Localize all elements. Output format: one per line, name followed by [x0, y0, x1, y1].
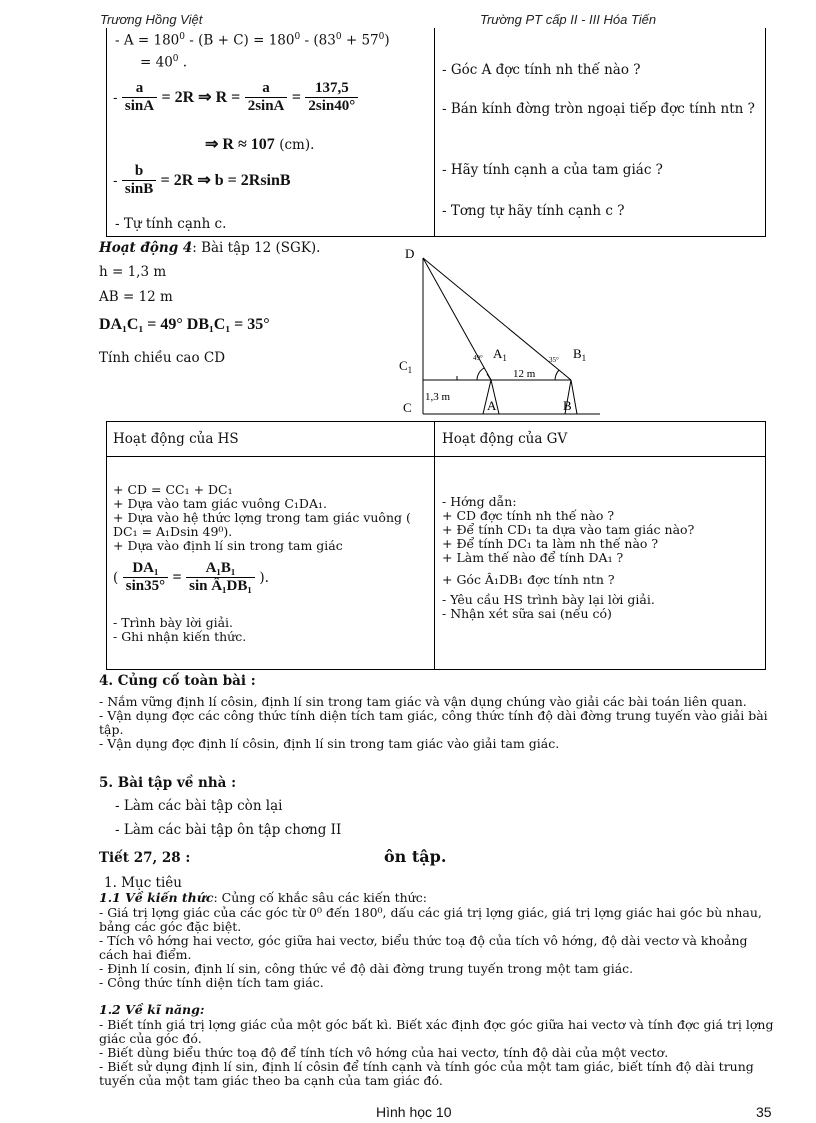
hs-step: + Dựa vào định lí sin trong tam giác	[113, 538, 343, 553]
knowledge-list	[99, 906, 775, 990]
hs-tail	[113, 616, 246, 644]
objectives-heading: 1. Mục tiêu	[104, 875, 182, 891]
label-angle-49: 49°	[473, 354, 483, 362]
homework-2: - Làm các bài tập ôn tập chơng II	[115, 822, 342, 838]
header-school: Trường PT cấp II - III Hóa Tiến	[480, 12, 657, 27]
page-number: 35	[756, 1104, 772, 1120]
knowledge-heading: 1.1 Về kiến thức: Củng cố khắc sâu các kiến thức:	[99, 890, 427, 905]
label-c1: $C_1$	[399, 358, 413, 375]
top-table-divider	[434, 28, 435, 237]
gv-step: - Yêu cầu HS trình bày lại lời giải.	[442, 592, 655, 607]
section-4-body	[99, 695, 775, 751]
hs-step: + Dựa vào hệ thức lợng trong tam giác vuông ( DC₁ = A₁Dsin 49⁰).	[113, 510, 411, 539]
gv-step: + Để tính DC₁ ta làm nh thế nào ?	[442, 536, 659, 551]
given-h: h = 1,3 m	[99, 264, 167, 280]
label-angle-35: 35°	[549, 356, 559, 364]
label-b: B	[563, 398, 572, 413]
height-figure	[395, 240, 605, 420]
hs-step: + Dựa vào tam giác vuông C₁DA₁.	[113, 496, 327, 511]
footer-title: Hình học 10	[376, 1104, 452, 1120]
gv-step: - Nhận xét sữa sai (nếu có)	[442, 606, 612, 621]
section-4-line: - Nắm vững định lí côsin, định lí sin trong tam giác và vận dụng chúng vào giải các bài toán liên quan.	[99, 694, 747, 709]
skills-list	[99, 1018, 775, 1088]
given-angles: DA₁C₁ = 49° DB₁C₁ = 35°	[99, 316, 270, 333]
skills-heading: 1.2 Về kĩ năng:	[99, 1002, 205, 1017]
lesson-label: Tiết 27, 28 :	[99, 850, 191, 866]
gv-step: + Để tính CD₁ ta dựa vào tam giác nào?	[442, 522, 695, 537]
label-a1: $A_1$	[493, 346, 507, 363]
angle-a-result: = $40^0$ .	[140, 54, 188, 71]
hs-step: - Ghi nhận kiến thức.	[113, 629, 247, 644]
skill-item: - Biết tính giá trị lợng giác của một góc bất kì. Biết xác định đợc góc giữa hai vectơ và tính đợc giá trị lợng giác của góc đó.	[99, 1017, 774, 1046]
knowledge-item: - Giá trị lợng giác của các góc từ 0⁰ đến 180⁰, dấu các giá trị lợng giác, giá trị lợng giác hai góc bù nhau, bảng các góc đặc biệt.	[99, 905, 762, 934]
table-head-gv: Hoạt động của GV	[442, 431, 568, 447]
question-angle-a: - Góc A đợc tính nh thế nào ?	[442, 62, 641, 78]
label-c: C	[403, 400, 412, 415]
formula-r-result: ⇒ R ≈ 107 (cm).	[205, 136, 315, 153]
knowledge-item: - Tích vô hớng hai vectơ, góc giữa hai vectơ, biểu thức toạ độ của tích vô hớng, độ dài vectơ và khoảng cách hai điểm.	[99, 933, 748, 962]
homework-1: - Làm các bài tập còn lại	[115, 798, 283, 814]
gv-step: + CD đợc tính nh thế nào ?	[442, 508, 615, 523]
section-4-title: 4. Củng cố toàn bài :	[99, 673, 256, 689]
formula-b: - $\frac{b}{\sin B}$ = 2R ⇒ b = 2RsinB	[113, 163, 291, 198]
label-b1: $B_1$	[573, 346, 587, 363]
knowledge-item: - Định lí cosin, định lí sin, công thức về độ dài đờng trung tuyến trong một tam giác.	[99, 961, 634, 976]
knowledge-item: - Công thức tính diện tích tam giác.	[99, 975, 324, 990]
skill-item: - Biết sử dụng định lí sin, định lí côsin để tính cạnh và tính góc của một tam giác, biết tính độ dài trung tuyến của một tam giác theo ba cạnh của tam giác đó.	[99, 1059, 754, 1088]
activity-4-title: Hoạt động 4: Bài tập 12 (SGK).	[99, 240, 321, 256]
label-d: D	[405, 246, 415, 261]
angle-a-line: - $A = 180^0 - (B + C) = 180^0 - (83^0 + 57^0)$	[115, 32, 390, 49]
hs-sine-formula: ( $\frac{\text{DA₁}}{\sin 35^\circ}$ = $\frac{\text{A₁B₁}}{\text{sin Â₁DB₁}}$ ).	[113, 560, 269, 595]
section-5-title: 5. Bài tập về nhà :	[99, 775, 237, 791]
question-side-a: - Hãy tính cạnh a của tam giác ?	[442, 162, 663, 178]
gv-step: + Làm thế nào để tính DA₁ ?	[442, 550, 624, 565]
formula-r: - $\frac{a}{\sin A}$ = 2R ⇒ R = $\frac{a}{2\sin A}$ = $\frac{137,5}{2\sin 40^\circ}$	[113, 80, 358, 116]
hs-step: + CD = CC₁ + DC₁	[113, 482, 233, 497]
lesson-title: ôn tập.	[384, 847, 447, 866]
task-text: Tính chiều cao CD	[99, 350, 226, 366]
gv-step: - Hớng dẫn:	[442, 494, 517, 509]
label-a: A	[487, 398, 497, 413]
hs-step: - Trình bày lời giải.	[113, 615, 233, 630]
activity-table-divider-v	[434, 421, 435, 669]
table-head-hs: Hoạt động của HS	[113, 431, 239, 447]
label-12m: 12 m	[513, 368, 536, 380]
gv-steps	[442, 495, 694, 621]
label-1-3m: 1,3 m	[425, 391, 451, 403]
skill-item: - Biết dùng biểu thức toạ độ để tính tích vô hớng của hai vectơ, tính độ dài của một vectơ.	[99, 1045, 669, 1060]
section-4-line: - Vận dụng đợc định lí côsin, định lí sin trong tam giác vào giải tam giác.	[99, 736, 560, 751]
top-table	[106, 28, 766, 237]
gv-step: + Góc Â₁DB₁ đợc tính ntn ?	[442, 572, 615, 587]
given-ab: AB = 12 m	[99, 289, 173, 305]
activity-table-divider-h	[106, 456, 766, 457]
compute-c-text: - Tự tính cạnh c.	[115, 216, 227, 232]
header-author: Trương Hồng Việt	[100, 12, 203, 27]
question-radius: - Bán kính đờng tròn ngoại tiếp đợc tính ntn ?	[442, 101, 755, 117]
hs-steps	[113, 483, 429, 553]
question-side-c: - Tơng tự hãy tính cạnh c ?	[442, 203, 625, 219]
section-4-line: - Vận dụng đợc các công thức tính diện tích tam giác, công thức tính độ dài đờng trung tuyến vào giải bài tập.	[99, 708, 768, 737]
